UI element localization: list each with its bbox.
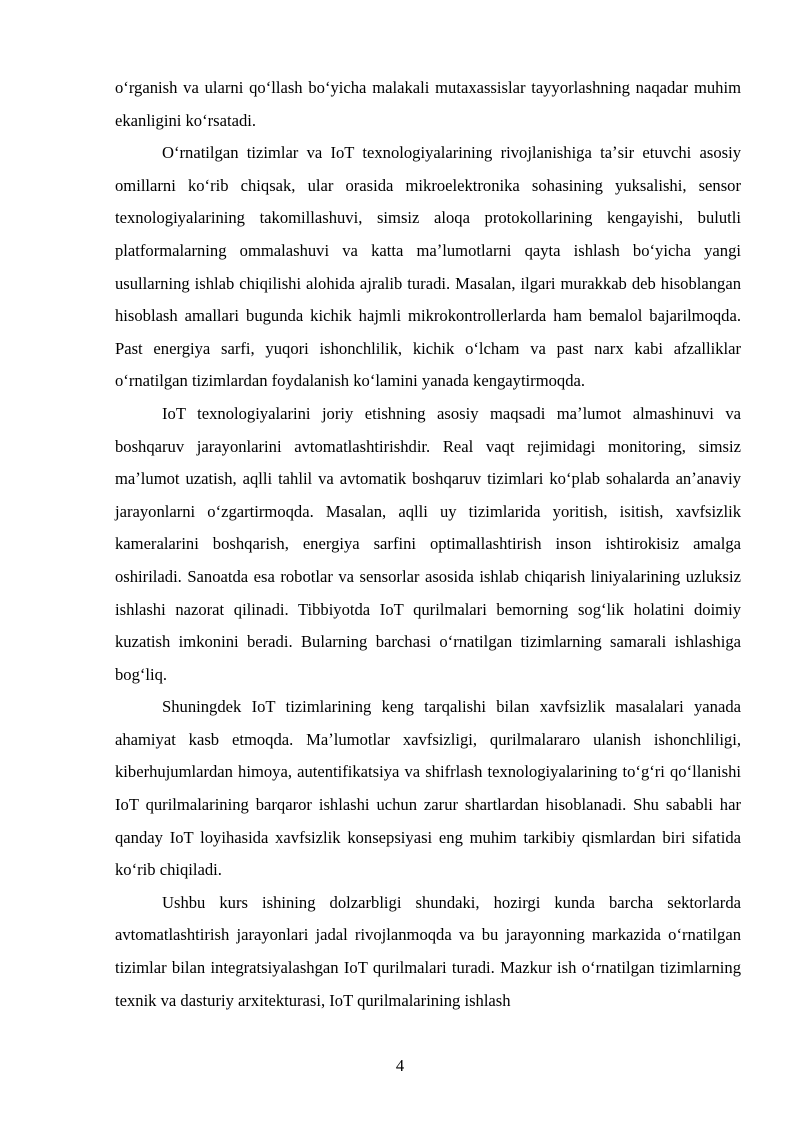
body-text [115, 72, 741, 1017]
paragraph-relevance: Ushbu kurs ishining dolzarbligi shundaki, hozirgi kunda barcha sektorlarda avtomatlashtirish jarayonlari jadal rivojlanmoqda va bu jarayonning markazida oʻrnatilgan tizimlar bilan integratsiyalashgan IoT qurilmalari turadi. Mazkur ish oʻrnatilgan tizimlarning texnik va dasturiy arxitekturasi, IoT qurilmalarining ishlash [115, 892, 741, 1010]
paragraph-security: Shuningdek IoT tizimlarining keng tarqalishi bilan xavfsizlik masalalari yanada ahamiyat kasb etmoqda. Maʼlumotlar xavfsizligi, qurilmalararo ulanish ishonchliligi, kiberhujumlardan himoya, autentifikatsiya va shifrlash texnologiyalarining toʻgʻri qoʻllanishi IoT qurilmalarining barqaror ishlashi uchun zarur shartlardan hisoblanadi. Shu sababli har qanday IoT loyihasida xavfsizlik konsepsiyasi eng muhim tarkibiy qismlardan biri sifatida koʻrib chiqiladi. [115, 697, 741, 880]
paragraph-continuation: oʻrganish va ularni qoʻllash boʻyicha malakali mutaxassislar tayyorlashning naqadar muhim ekanligini koʻrsatadi. [115, 78, 741, 130]
paragraph-iot-goals: IoT texnologiyalarini joriy etishning asosiy maqsadi maʼlumot almashinuvi va boshqaruv jarayonlarini avtomatlashtirishdir. Real vaqt rejimidagi monitoring, simsiz maʼlumot uzatish, aqlli tahlil va avtomatik boshqaruv tizimlari koʻplab sohalarda anʼanaviy jarayonlarni oʻzgartirmoqda. Masalan, aqlli uy tizimlarida yoritish, isitish, xavfsizlik kameralarini boshqarish, energiya sarfini optimallashtirish inson ishtirokisiz amalga oshiriladi. Sanoatda esa robotlar va sensorlar asosida ishlab chiqarish liniyalarining uzluksiz ishlashi nazorat qilinadi. Tibbiyotda IoT qurilmalari bemorning sogʻlik holatini doimiy kuzatish imkonini beradi. Bularning barchasi oʻrnatilgan tizimlarning samarali ishlashiga bogʻliq. [115, 403, 741, 684]
page-number: 4 [395, 1056, 405, 1075]
paragraph-factors: Oʻrnatilgan tizimlar va IoT texnologiyalarining rivojlanishiga taʼsir etuvchi asosiy omillarni koʻrib chiqsak, ular orasida mikroelektronika sohasining yuksalishi, sensor texnologiyalarining takomillashuvi, simsiz aloqa protokollarining kengayishi, bulutli platformalarning ommalashuvi va katta maʼlumotlarni qayta ishlash boʻyicha yangi usullarning ishlab chiqilishi alohida ajralib turadi. Masalan, ilgari murakkab deb hisoblangan hisoblash amallari bugunda kichik hajmli mikrokontrollerlarda ham bemalol bajarilmoqda. Past energiya sarfi, yuqori ishonchlilik, kichik oʻlcham va past narx kabi afzalliklar oʻrnatilgan tizimlardan foydalanish koʻlamini yanada kengaytirmoqda. [115, 143, 741, 391]
